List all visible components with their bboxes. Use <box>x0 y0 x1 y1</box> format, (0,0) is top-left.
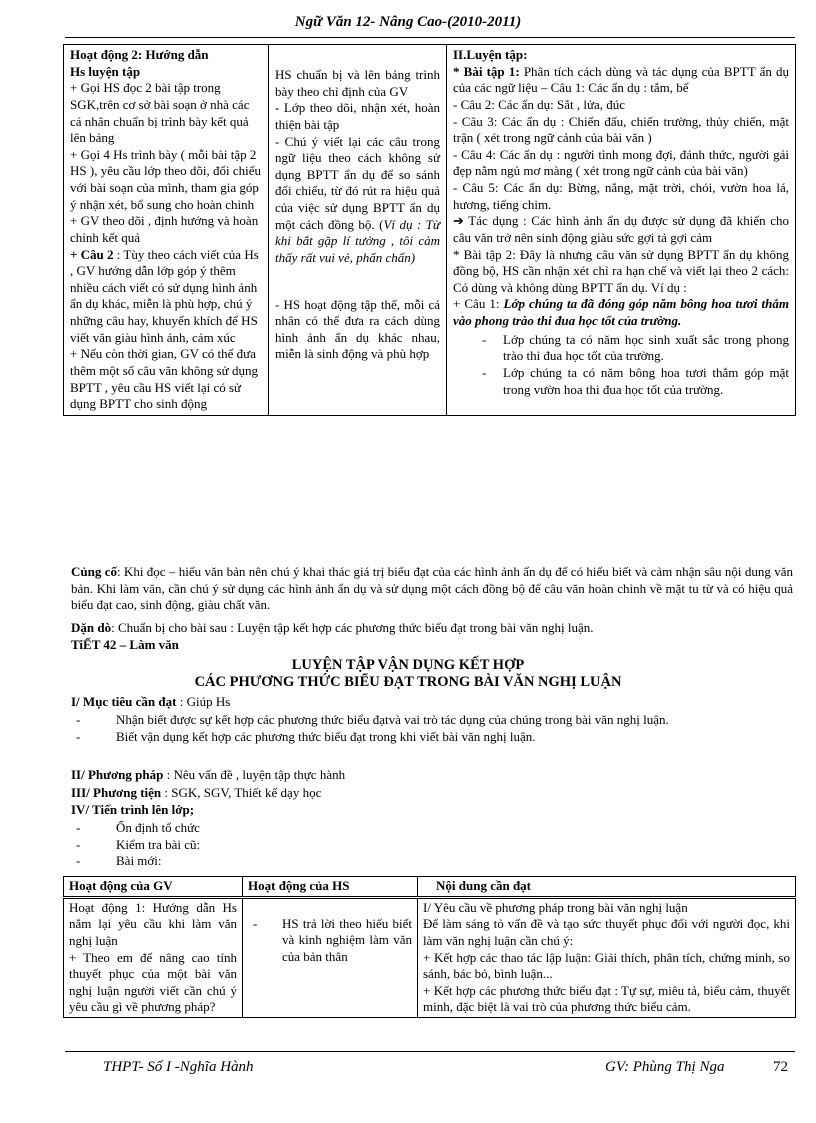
procedure-list <box>71 820 793 870</box>
method: II/ Phương pháp : Nêu vấn đề , luyện tập thực hành <box>71 767 346 782</box>
content-column: II.Luyện tập: * Bài tập 1: Phân tích cách dùng và tác dụng của BPTT ẩn dụ của các ngữ liệu – Câu 1: Các ẩn dụ : tắm, bể - Câu 2: Các ẩn dụ: Sắt , lửa, đúc - Câu 3: Các ẩn dụ : Chiến đấu, chiến trường, thủy chiến, mặt trận ( xét trong ngữ cảnh của bài văn ) - Câu 4: Các ẩn dụ : người tình mong đợi, đánh thức, người gái đẹp nằm ngủ mơ màng ( xét trong ngữ cảnh của bài văn) - Câu 5: Các ẩn dụ: Bừng, nắng, mặt trời, chói, vườn hoa lá, hương, tiếng chim. ➔ Tác dụng : Các hình ảnh ẩn dụ được sử dụng đã khiến cho câu văn trở nên sinh động giàu sức gợi tả gợi cảm * Bài tập 2: Đây là nhưng câu văn sử dụng BPTT ẩn dụ không đồng bộ, HS cần nhận xét chỉ ra hạn chế và viết lại theo 2 cách: Có dùng và không dùng BPTT ẩn dụ. Ví dụ : + Câu 1: Lớp chúng ta đã đóng góp năm bông hoa tươi thắm vào phong trào thi đua học tốt của trường. - Lớp chúng ta có năm học sinh xuất sắc trong phong trào thi đua học tốt của trường. - Lớp chúng ta có năm bông hoa tươi thắm góp mặt trong vườn hoa thi đua học tốt của trường. <box>447 45 796 416</box>
lesson-subtitle: CÁC PHƯƠNG THỨC BIỂU ĐẠT TRONG BÀI VĂN NGHỊ LUẬN <box>194 674 622 690</box>
list-item: - Ổn định tổ chức <box>71 820 793 837</box>
list-item: - Nhận biết được sự kết hợp các phương thức biểu đạtvà vai trò tác dụng của chúng trong bài văn nghị luận. <box>71 712 787 729</box>
page-number: 72 <box>773 1059 788 1075</box>
column-header: Hoạt động của HS <box>243 877 418 898</box>
footer-school: THPT- Số I -Nghĩa Hành <box>103 1059 254 1075</box>
list-item: - Lớp chúng ta có năm học sinh xuất sắc trong phong trào thi đua học tốt của trường. <box>477 332 789 365</box>
activity-table-1 <box>63 44 796 416</box>
arrow-icon: ➔ <box>453 213 464 229</box>
list-item: - Bài mới: <box>71 853 793 870</box>
footer-rule <box>65 1051 795 1052</box>
lesson-number: TiẾT 42 – Làm văn <box>71 637 179 652</box>
list-item: - HS trả lời theo hiểu biết và kinh nghiệm làm văn của bản thân <box>248 916 412 966</box>
objectives-heading: I/ Mục tiêu cần đạt : Giúp Hs <box>71 694 231 709</box>
list-item: - Kiểm tra bài cũ: <box>71 837 793 854</box>
activity-table-2 <box>63 876 796 1018</box>
consolidation: Củng cố: Khi đọc – hiểu văn bản nên chú ý khai thác giá trị biểu đạt của các hình ảnh ẩn dụ để có hiểu biết và cảm nhận sâu nội dung văn bản. Khi làm văn, cần chú ý sử dụng các hình ảnh ẩn dụ và sử dụng một cách đồng bộ để câu văn hoàn chỉnh về mặt tu từ và có hiệu quả biểu đạt cao, sinh động, giàu chất văn. <box>71 564 793 613</box>
homework: Dặn dò: Chuẩn bị cho bài sau : Luyện tập kết hợp các phương thức biểu đạt trong bài văn nghị luận. <box>71 620 594 635</box>
lesson-title: LUYỆN TẬP VẬN DỤNG KẾT HỢP <box>291 657 525 673</box>
rewrite-list <box>477 332 789 399</box>
activity-title: Hoạt động 2: Hướng dẫn <box>70 47 209 62</box>
page-header: Ngữ Văn 12- Nâng Cao-(2010-2011) <box>294 14 522 30</box>
gv-cell: Hoạt động 1: Hướng dẫn Hs nắm lại yêu cầu khi làm văn nghị luận + Theo em để nâng cao tính thuyết phục của một bài văn nghị luận người viết cần chú ý yêu cầu gì về phương pháp? <box>64 897 243 1017</box>
hs-cell <box>243 897 418 1017</box>
footer-teacher: GV: Phùng Thị Nga <box>605 1059 725 1075</box>
hs-column: HS chuẩn bị và lên bảng trình bày theo chỉ định của GV - Lớp theo dõi, nhận xét, hoàn thiện bài tập - Chú ý viết lại các câu trong ngữ liệu theo cách không sử dụng BPTT ẩn dụ để so sánh đối chiếu, từ đó rút ra hiệu quả của việc sử dụng BPTT ẩn dụ một cách đồng bộ. (Ví dụ : Từ khi bắt gặp lí tưởng , tôi cảm thấy rất vui vẻ, phấn chấn) - HS hoạt động tập thể, mỗi cá nhân có thể đưa ra cách dùng hình ảnh ẩn dụ khác nhau, miễn là sinh động và phù hợp <box>269 45 447 416</box>
resources: III/ Phương tiện : SGK, SGV, Thiết kế dạy học <box>71 785 322 800</box>
column-header: Hoạt động của GV <box>64 877 243 898</box>
content-cell: I/ Yêu cầu về phương pháp trong bài văn nghị luận Để làm sáng tỏ vấn đề và tạo sức thuyết phục đối với người đọc, khi làm văn nghị luận cần chú ý: + Kết hợp các thao tác lập luận: Giải thích, phân tích, chứng minh, so sánh, bác bỏ, bình luận... + Kết hợp các phương thức biểu đạt : Tự sự, miêu tả, biểu cảm, thuyết minh, đặc biệt là vai trò của phương thức biểu cảm. <box>418 897 796 1017</box>
gv-column: Hoạt động 2: Hướng dẫn Hs luyện tập + Gọi HS đọc 2 bài tập trong SGK,trên cơ sở bài soạn ở nhà các cá nhân chuẩn bị trình bày kết quả lên bảng + Gọi 4 Hs trình bày ( mỗi bài tập 2 HS ), yêu cầu lớp theo dõi, đối chiếu với bài soạn của mình, tham gia góp ý nhận xét, bổ sung cho hoàn chỉnh + GV theo dõi , định hướng và hoàn chỉnh kết quả + Câu 2 : Tùy theo cách viết của Hs , GV hướng dẫn lớp góp ý thêm nhiều cách viết có sử dụng hình ảnh ẩn dụ khác, miễn là phù hợp, chú ý những câu hay, khuyến khích để HS viết văn giàu hình ảnh, cảm xúc + Nếu còn thời gian, GV có thể đưa thêm một số câu văn không sử dụng BPTT , yêu cầu HS viết lại có sử dụng BPTT cho sinh động <box>64 45 269 416</box>
list-item: - Biết vận dụng kết hợp các phương thức biểu đạt trong khi viết bài văn nghị luận. <box>71 729 787 746</box>
column-header: Nội dung cần đạt <box>418 877 796 898</box>
header-rule <box>65 37 795 38</box>
list-item: - Lớp chúng ta có năm bông hoa tươi thắm góp mặt trong vườn hoa thi đua học tốt của trường. <box>477 365 789 398</box>
objectives-list <box>71 712 787 745</box>
procedure-heading: IV/ Tiến trình lên lớp; <box>71 802 195 817</box>
